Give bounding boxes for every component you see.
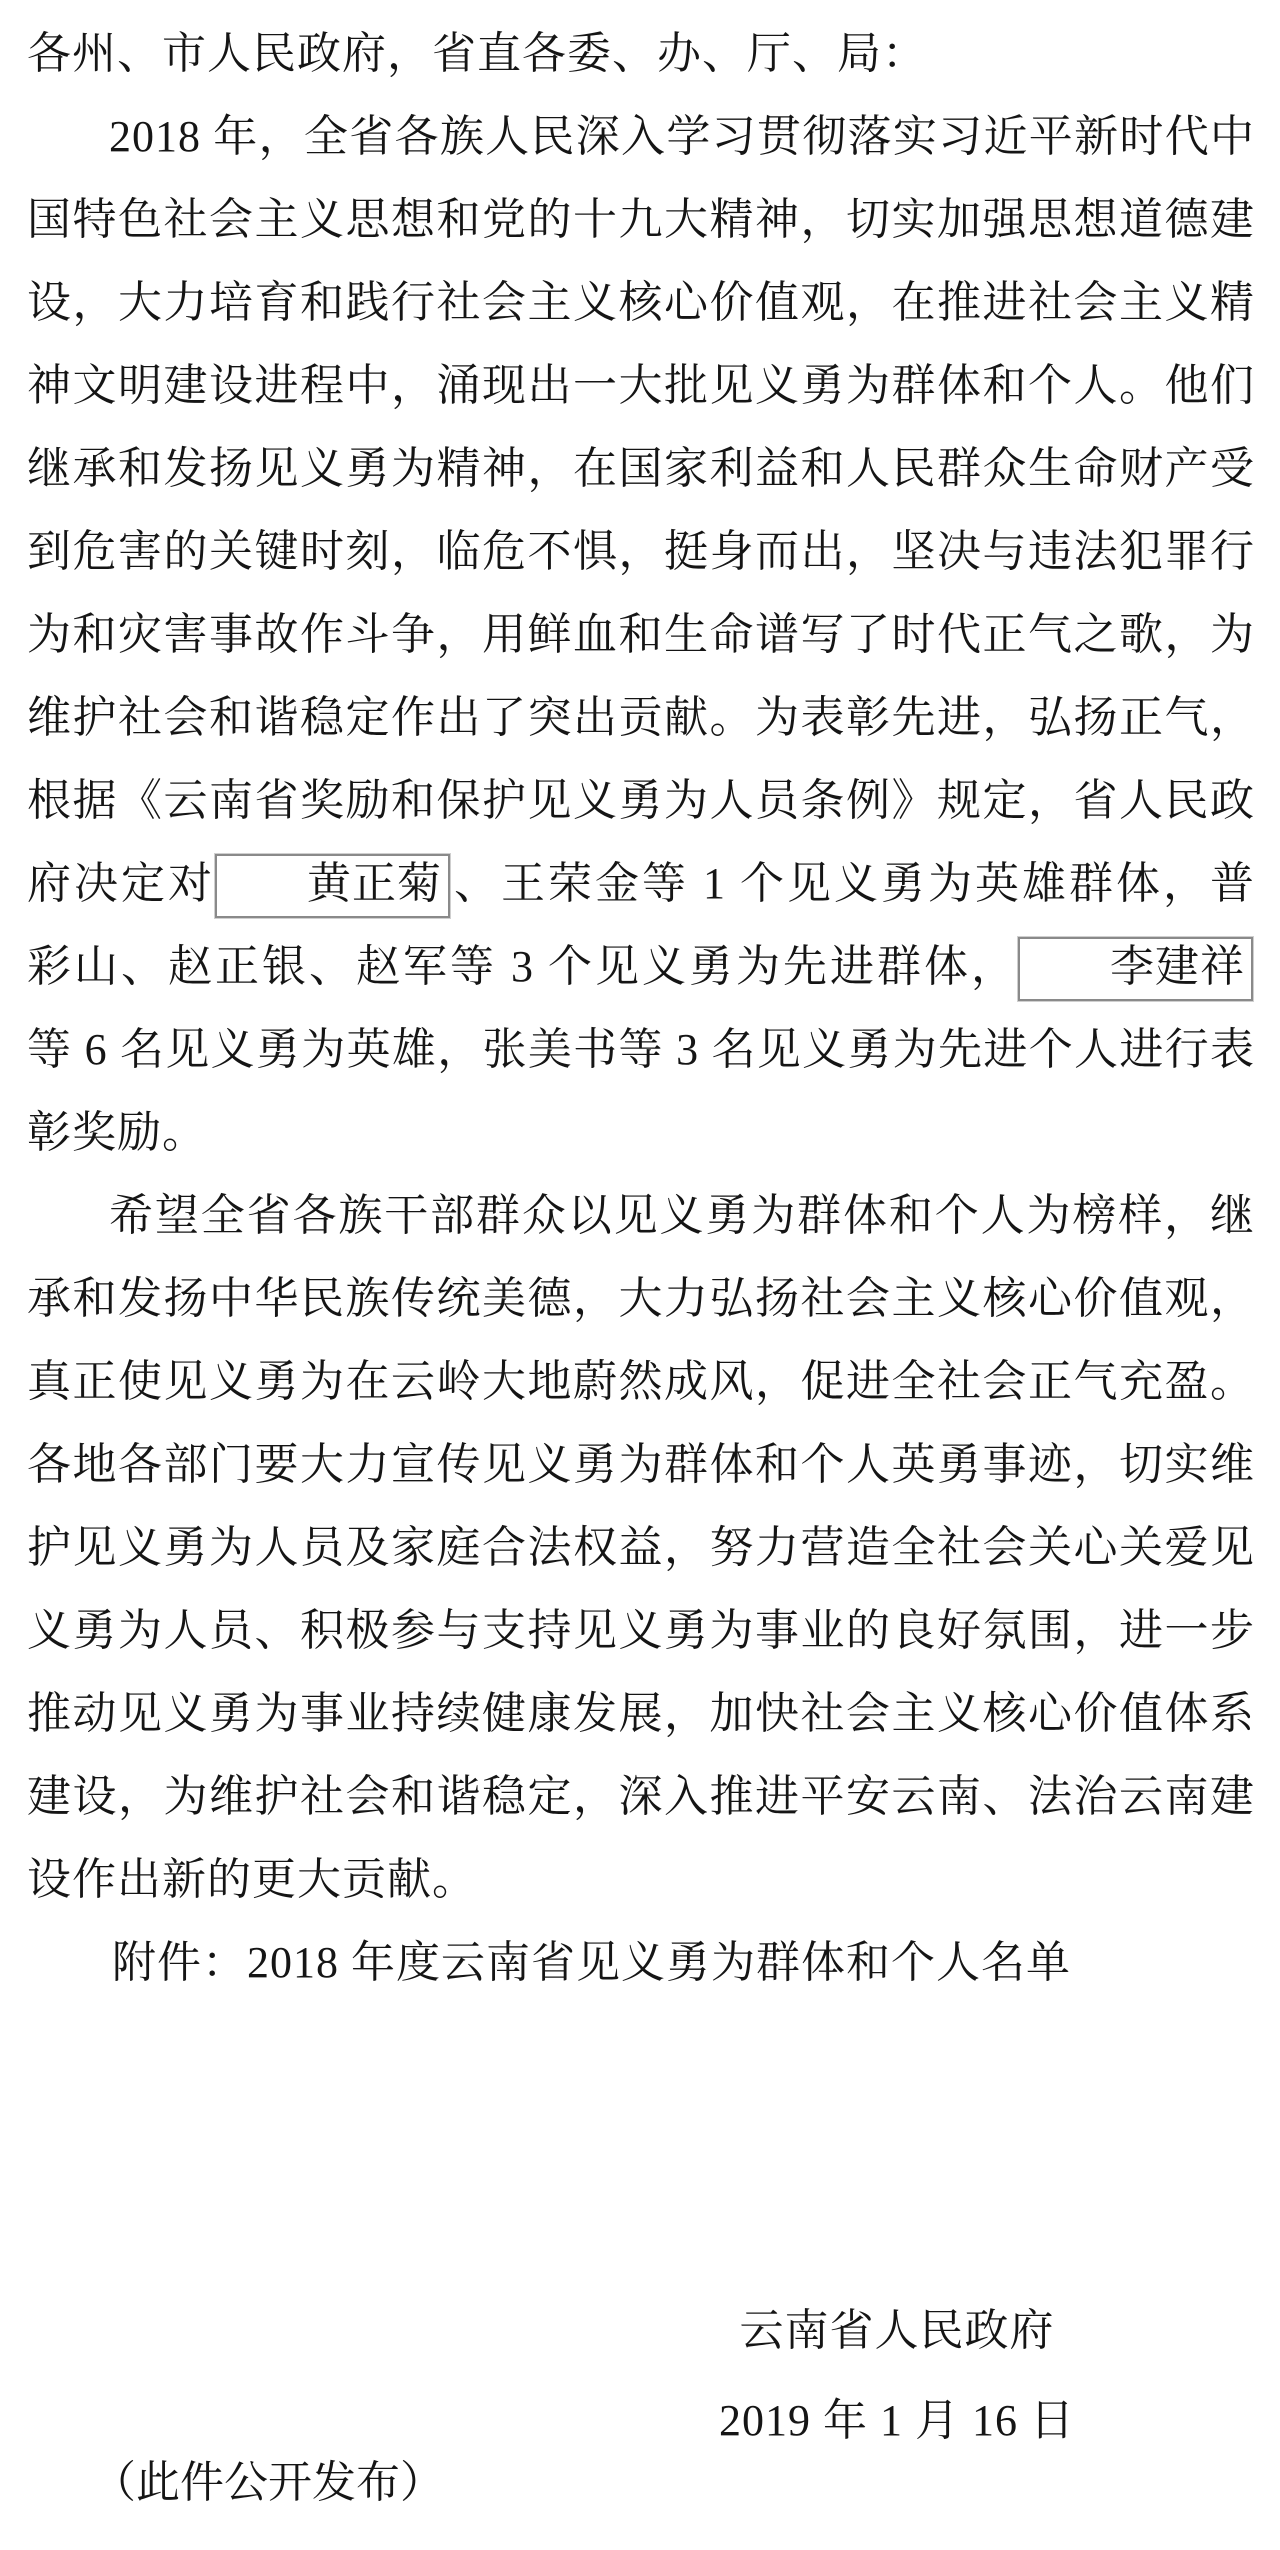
paragraph-text-segment: 2018 年，全省各族人民深入学习贯彻落实习近平新时代中国特色社会主义思想和党的十九大精神，切实加强思想道德建设，大力培育和践行社会主义核心价值观，在推进社会主义精神文明建设进程中，涌现出一大批见义勇为群体和个人。他们继承和发扬见义勇为精神，在国家利益和人民群众生命财产受到危害的关键时刻，临危不惧，挺身而出，坚决与违法犯罪行为和灾害事故作斗争，用鲜血和生命谱写了时代正气之歌，为维护社会和谐稳定作出了突出贡献。为表彰先进，弘扬正气，根据《云南省奖励和保护见义勇为人员条例》规定，省人民政府决定对 (27, 112, 1255, 908)
boxed-name-1: 黄正菊 (215, 854, 450, 918)
boxed-name-2: 李建祥 (1018, 937, 1253, 1001)
paragraph-text-segment: 等 6 名见义勇为英雄，张美书等 3 名见义勇为先进个人进行表彰奖励。 (27, 1025, 1255, 1157)
paragraph-text-segment: 、王荣金等 1 个见义勇为英雄群体，普彩山、赵正银、赵军等 3 个见义勇为先进群体， (27, 859, 1255, 991)
paragraph-2: 希望全省各族干部群众以见义勇为群体和个人为榜样，继承和发扬中华民族传统美德，大力弘扬社会主义核心价值观，真正使见义勇为在云岭大地蔚然成风，促进全社会正气充盈。各地各部门要大力宣传见义勇为群体和个人英勇事迹，切实维护见义勇为人员及家庭合法权益，努力营造全社会关心关爱见义勇为人员、积极参与支持见义勇为事业的良好氛围，进一步推动见义勇为事业持续健康发展，加快社会主义核心价值体系建设，为维护社会和谐稳定，深入推进平安云南、法治云南建设作出新的更大贡献。 (27, 1191, 1255, 1904)
attachment-line: 附件：2018 年度云南省见义勇为群体和个人名单 (112, 1938, 1071, 1987)
issuer-name: 云南省人民政府 (739, 2306, 1055, 2355)
issue-date: 2019 年 1 月 16 日 (719, 2396, 1075, 2445)
signature-block (719, 2286, 1075, 2466)
salutation-line: 各州、市人民政府，省直各委、办、厅、局： (27, 29, 927, 78)
publish-note: （此件公开发布） (92, 2458, 444, 2507)
paragraph-1 (27, 95, 1255, 1174)
